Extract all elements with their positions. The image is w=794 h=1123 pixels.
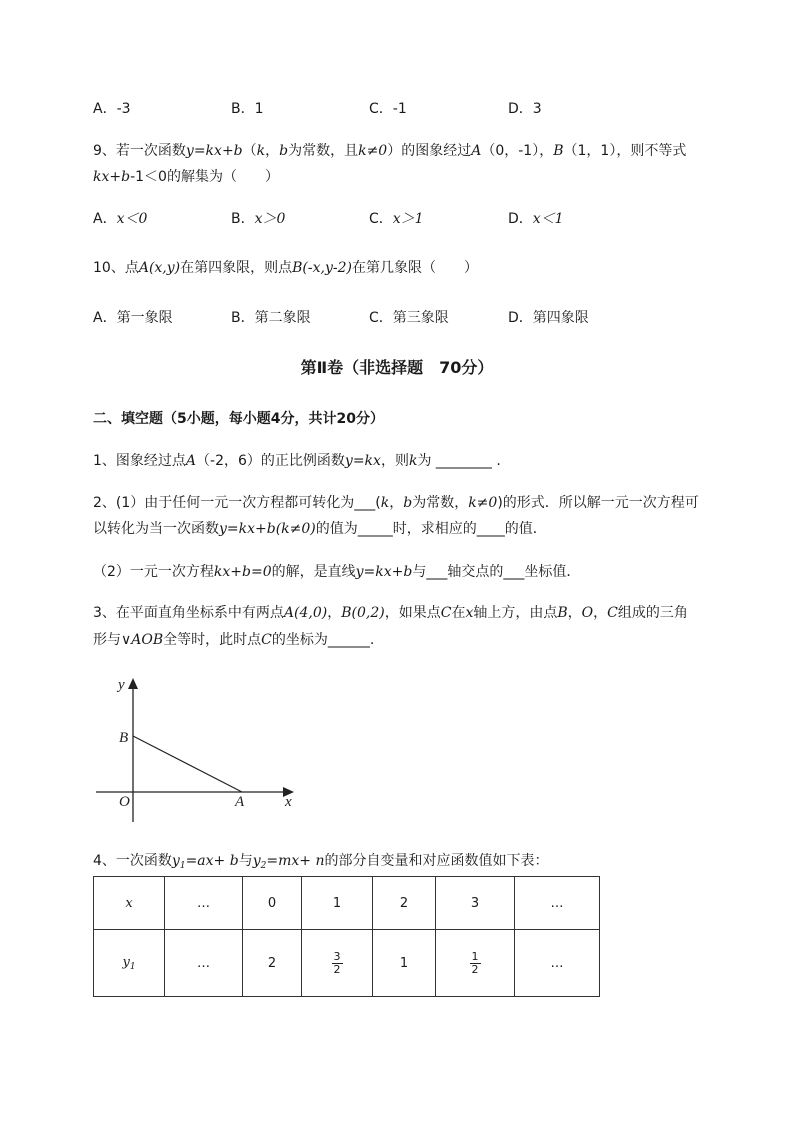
- table-row-y1: [94, 930, 600, 997]
- q9-option-c: [369, 209, 424, 229]
- f2-line3-post: 与___轴交点的___坐标值．: [412, 564, 581, 580]
- f4-post: 的部分自变量和对应函数值如下表：: [324, 853, 549, 869]
- f4-y2-sub: 2: [260, 861, 267, 871]
- table-y: y: [122, 954, 130, 970]
- q10-option-a: A．第一象限: [93, 310, 173, 326]
- q8-option-a: A．-3: [93, 101, 131, 117]
- f2-line: y=kx+b: [355, 564, 413, 580]
- f3-mid3: 轴上方，由点: [473, 605, 558, 621]
- f3-triangle: ∨AOB: [121, 632, 164, 648]
- f1-prefix: 1、图象经过点: [93, 453, 186, 469]
- fill-2-line3: [93, 562, 580, 582]
- fraction-numerator: 3: [333, 949, 341, 963]
- q9-paren: （: [242, 143, 257, 159]
- q9-b: b: [279, 143, 289, 159]
- q9-option-d-letter: D．: [508, 211, 533, 227]
- q9-option-b-letter: B．: [231, 211, 255, 227]
- q10-option-c: C．第三象限: [369, 310, 449, 326]
- table-cell: 1: [373, 930, 436, 997]
- f2-b: b: [403, 495, 413, 511]
- table-cell: 2: [243, 930, 302, 997]
- q9-k: k: [256, 143, 266, 159]
- f4-eq1: =ax+ b: [185, 853, 239, 869]
- fraction-three-halves: [332, 951, 343, 976]
- label-a: A: [235, 794, 245, 810]
- f1-k: k: [408, 453, 418, 469]
- fill-2-line2: [93, 519, 547, 539]
- f3-comma1: ，: [327, 605, 342, 621]
- x-axis-label: x: [285, 794, 292, 810]
- q10-mid: 在第四象限，则点: [180, 260, 293, 276]
- q9-line1: [93, 141, 686, 161]
- q9-option-c-letter: C．: [369, 211, 393, 227]
- table-cell: …: [515, 930, 600, 997]
- f3-c2: C: [607, 605, 618, 621]
- f3-point-b: B(0,2): [341, 605, 385, 621]
- f4-y2: y: [252, 853, 261, 869]
- f4-eq2: =mx+ n: [266, 853, 325, 869]
- q9-option-b-value: x＞0: [254, 211, 286, 227]
- f2-equation: kx+b=0: [213, 564, 272, 580]
- q9-inequality: kx+b: [93, 169, 131, 185]
- f2-line3-mid: 的解，是直线: [271, 564, 356, 580]
- label-o: O: [119, 794, 130, 810]
- fraction-denominator: 2: [333, 962, 341, 976]
- f3-mid2: 在: [451, 605, 466, 621]
- table-cell: …: [165, 877, 243, 930]
- table-cell: 3: [436, 877, 515, 930]
- f1-function: y=kx: [344, 453, 381, 469]
- y-axis-arrow: [128, 678, 138, 689]
- f4-prefix: 4、一次函数: [93, 853, 172, 869]
- fill-3-line1: [93, 603, 688, 623]
- fill-3-line2: [93, 630, 374, 650]
- table-cell: …: [165, 930, 243, 997]
- q9-function: y=kx+b: [185, 143, 243, 159]
- f2-line3-pre: （2）一元一次方程: [93, 564, 214, 580]
- values-table: [93, 876, 600, 997]
- f3-o: O: [581, 605, 594, 621]
- fraction-one-half: [470, 951, 481, 976]
- f2-kneq: k≠0: [468, 495, 498, 511]
- q10-post: 在第几象限（ ）: [351, 260, 478, 276]
- q10-option-b: B．第二象限: [231, 310, 311, 326]
- f2-line1-post: )的形式．所以解一元一次方程可: [497, 495, 699, 511]
- fraction-denominator: 2: [471, 962, 479, 976]
- q10-point-a: A(x,y): [138, 260, 181, 276]
- q10-point-b: B(-x,y-2): [292, 260, 352, 276]
- f3-line2-post: 的坐标为______.: [271, 632, 375, 648]
- f2-line1-pre: 2、(1）由于任何一元一次方程都可转化为___(: [93, 495, 381, 511]
- q9-a-coord: （0，-1），: [481, 143, 554, 159]
- q9-option-c-value: x＞1: [392, 211, 424, 227]
- q9-mid: ）的图象经过: [387, 143, 472, 159]
- coordinate-figure: [90, 672, 310, 832]
- fill-1: [93, 451, 501, 471]
- q8-option-c: C．-1: [369, 101, 407, 117]
- f3-line2-pre: 形与: [93, 632, 121, 648]
- f2-k: k: [380, 495, 390, 511]
- q9-option-a-letter: A．: [93, 211, 117, 227]
- table-cell: …: [515, 877, 600, 930]
- q9-option-d-value: x＜1: [532, 211, 564, 227]
- f2-line2-pre: 以转化为当一次函数: [93, 521, 219, 537]
- table-y-sub: 1: [129, 961, 136, 972]
- f2-comma: ，: [389, 495, 404, 511]
- f1-post: 为 ________ .: [417, 453, 501, 469]
- f3-b2: B: [557, 605, 568, 621]
- section-2-title: 第Ⅱ卷（非选择题 70分）: [300, 358, 494, 377]
- q9-line2-post: -1＜0的解集为（ ）: [130, 169, 279, 185]
- q9-option-a: [93, 209, 147, 229]
- q9-cond: 为常数，且: [288, 143, 359, 159]
- f1-coord: （-2，6）的正比例函数: [196, 453, 345, 469]
- f3-line1-post: 组成的三角: [617, 605, 688, 621]
- y-axis-label: y: [118, 677, 125, 693]
- f1-point-a: A: [185, 453, 197, 469]
- f4-y1: y: [171, 853, 180, 869]
- q9-line2: [93, 167, 279, 187]
- q10-option-d: D．第四象限: [508, 310, 589, 326]
- table-cell: 1: [302, 877, 373, 930]
- q9-option-d: [508, 209, 564, 229]
- table-cell: 0: [243, 877, 302, 930]
- fill-2-line1: [93, 493, 699, 513]
- f3-line2-mid: 全等时，此时点: [163, 632, 262, 648]
- f4-y1-sub: 1: [179, 861, 186, 871]
- q9-option-a-value: x＜0: [116, 211, 148, 227]
- f3-point-a: A(4,0): [283, 605, 328, 621]
- q8-option-b: B．1: [231, 101, 264, 117]
- f3-comma2: ，: [567, 605, 582, 621]
- q9-point-a: A: [471, 143, 482, 159]
- fill-4: [93, 851, 548, 876]
- f4-and: 与: [238, 853, 253, 869]
- f3-line1-pre: 3、在平面直角坐标系中有两点: [93, 605, 284, 621]
- q10-stem: [93, 258, 478, 278]
- table-head-x: x: [94, 877, 165, 930]
- table-row-x: [94, 877, 600, 930]
- f3-point-c: C: [440, 605, 452, 621]
- fraction-numerator: 1: [471, 949, 479, 963]
- f1-mid: ，则: [380, 453, 409, 469]
- f2-line2-post: 的值为_____时，求相应的____的值．: [315, 521, 547, 537]
- q10-prefix: 10、点: [93, 260, 139, 276]
- q9-prefix: 9、若一次函数: [93, 143, 186, 159]
- q9-comma: ，: [265, 143, 280, 159]
- f3-x: x: [465, 605, 474, 621]
- table-cell: 2: [373, 877, 436, 930]
- table-head-y1: [94, 930, 165, 997]
- q9-kneq: k≠0: [358, 143, 388, 159]
- q8-option-d: D．3: [508, 101, 542, 117]
- f3-c3: C: [261, 632, 272, 648]
- fill-in-header: 二、填空题（5小题，每小题4分，共计20分）: [93, 411, 384, 427]
- f2-cond: 为常数，: [412, 495, 469, 511]
- q9-option-b: [231, 209, 285, 229]
- table-cell-fraction: [436, 930, 515, 997]
- f2-function: y=kx+b(k≠0): [219, 521, 316, 537]
- segment-ab: [133, 736, 242, 792]
- q9-point-b: B: [553, 143, 564, 159]
- q9-b-coord: （1，1），则不等式: [563, 143, 687, 159]
- f3-comma3: ，: [593, 605, 608, 621]
- f3-mid1: ，如果点: [384, 605, 441, 621]
- table-cell-fraction: [302, 930, 373, 997]
- label-b: B: [119, 730, 129, 746]
